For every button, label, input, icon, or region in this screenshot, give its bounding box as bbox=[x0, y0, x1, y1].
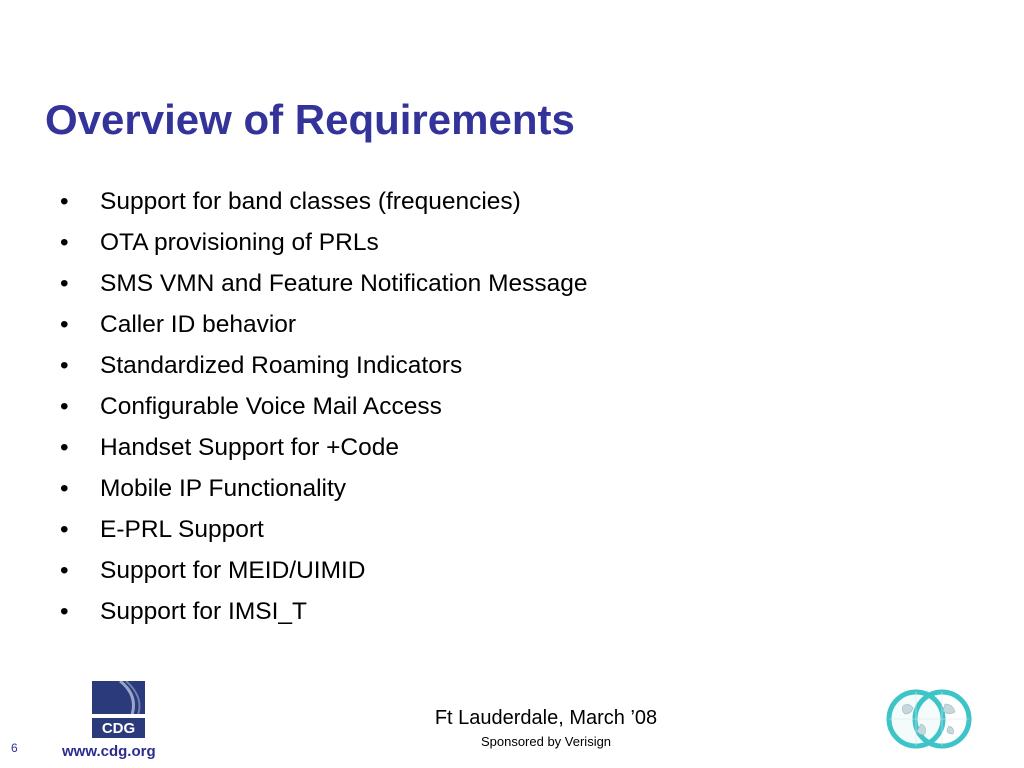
bullet-text: SMS VMN and Feature Notification Message bbox=[100, 269, 588, 297]
bullet-dot: • bbox=[60, 433, 69, 461]
bullet-item bbox=[58, 591, 588, 632]
bullet-text: OTA provisioning of PRLs bbox=[100, 228, 379, 256]
logo-stripe bbox=[92, 714, 145, 718]
bullet-item bbox=[58, 304, 588, 345]
bullet-dot: • bbox=[60, 556, 69, 584]
bullet-dot: • bbox=[60, 351, 69, 379]
bullet-item bbox=[58, 509, 588, 550]
bullet-text: Standardized Roaming Indicators bbox=[100, 351, 463, 379]
bullet-text: Caller ID behavior bbox=[100, 310, 297, 338]
slide-title: Overview of Requirements bbox=[45, 96, 575, 143]
bullet-dot: • bbox=[60, 597, 69, 625]
globe-rings-icon bbox=[883, 684, 975, 754]
bullet-item bbox=[58, 222, 588, 263]
bullet-item bbox=[58, 386, 588, 427]
bullet-text: Support for MEID/UIMID bbox=[100, 556, 366, 584]
bullet-dot: • bbox=[60, 515, 69, 543]
cdg-logo-icon bbox=[92, 681, 145, 738]
bullet-item bbox=[58, 468, 588, 509]
bullet-text: E-PRL Support bbox=[100, 515, 264, 543]
bullet-dot: • bbox=[60, 392, 69, 420]
bullet-dot: • bbox=[60, 187, 69, 215]
bullet-dot: • bbox=[60, 310, 69, 338]
bullet-text: Support for IMSI_T bbox=[100, 597, 307, 625]
bullet-item bbox=[58, 345, 588, 386]
bullet-dot: • bbox=[60, 474, 69, 502]
event-text: Ft Lauderdale, March ’08 bbox=[434, 707, 658, 729]
bullet-list bbox=[58, 181, 588, 632]
bullet-dot: • bbox=[60, 228, 69, 256]
bullet-text: Support for band classes (frequencies) bbox=[100, 187, 521, 215]
bullet-text: Mobile IP Functionality bbox=[100, 474, 347, 502]
page-number: 6 bbox=[11, 741, 18, 755]
bullet-item bbox=[58, 263, 588, 304]
bullet-text: Configurable Voice Mail Access bbox=[100, 392, 442, 420]
logo-text: CDG bbox=[101, 720, 136, 737]
sponsor-text: Sponsored by Verisign bbox=[480, 734, 612, 749]
bullet-item bbox=[58, 550, 588, 591]
website-link[interactable]: www.cdg.org bbox=[62, 743, 156, 760]
bullet-text: Handset Support for +Code bbox=[100, 433, 399, 461]
bullet-dot: • bbox=[60, 269, 69, 297]
bullet-item bbox=[58, 181, 588, 222]
bullet-item bbox=[58, 427, 588, 468]
